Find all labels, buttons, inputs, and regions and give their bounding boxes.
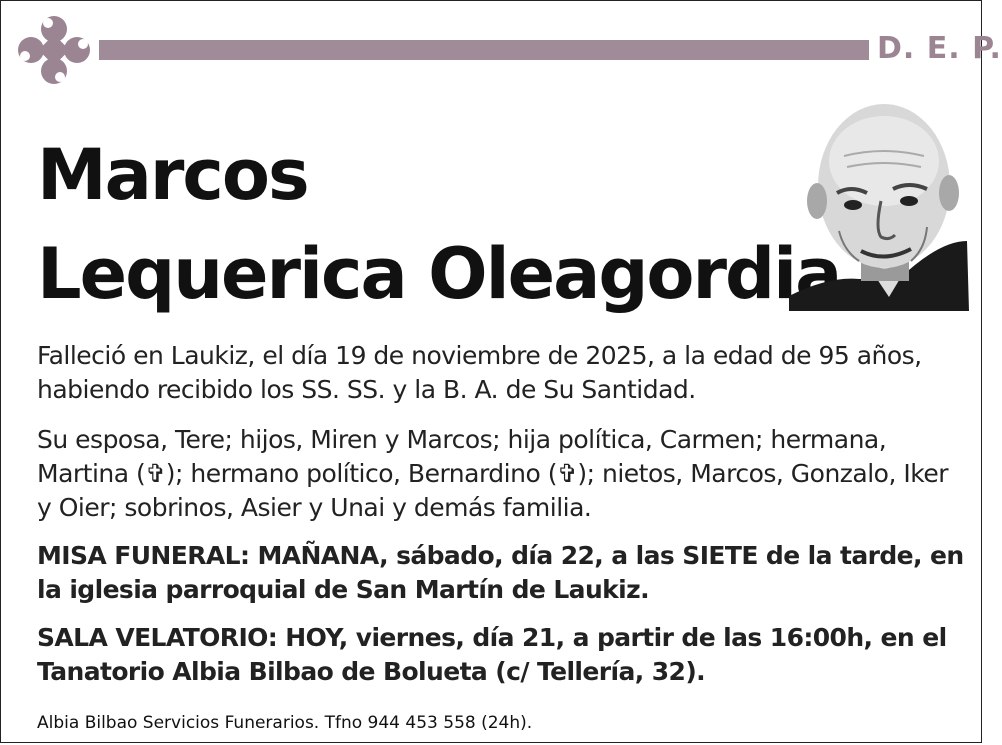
- portrait-photo: [789, 101, 969, 311]
- header: [1, 1, 1002, 91]
- death-notice-text: Falleció en Laukiz, el día 19 de noviembre de 2025, a la edad de 95 años, habiendo recibido los SS. SS. y la B. A. de Su Santidad.: [37, 341, 922, 404]
- wake-info-text: SALA VELATORIO: HOY, viernes, día 21, a partir de las 16:00h, en el Tanatorio Albia Bilbao de Bolueta (c/ Tellería, 32).: [37, 623, 947, 686]
- funeral-mass-text: MISA FUNERAL: MAÑANA, sábado, día 22, a las SIETE de la tarde, en la iglesia parroquial de San Martín de Laukiz.: [37, 541, 964, 604]
- deceased-surnames: Lequerica Oleagordia: [37, 233, 841, 315]
- deceased-first-name: Marcos: [37, 134, 308, 216]
- footer: Albia Bilbao Servicios Funerarios. Tfno 944 453 558 (24h).: [37, 713, 533, 733]
- funeral-mass: [37, 539, 967, 607]
- lauburu-icon: [15, 13, 93, 87]
- dep-label: D. E. P.: [877, 31, 1002, 66]
- header-bar: [99, 40, 869, 60]
- family-list-text: Su esposa, Tere; hijos, Miren y Marcos; hija política, Carmen; hermana, Martina (✞); hermano político, Bernardino (✞); nietos, Marcos, Gonzalo, Iker y Oier; sobrinos, Asier y Unai y demás familia.: [37, 425, 948, 522]
- family-list: [37, 423, 967, 525]
- death-notice: [37, 339, 967, 407]
- wake-info: [37, 621, 967, 689]
